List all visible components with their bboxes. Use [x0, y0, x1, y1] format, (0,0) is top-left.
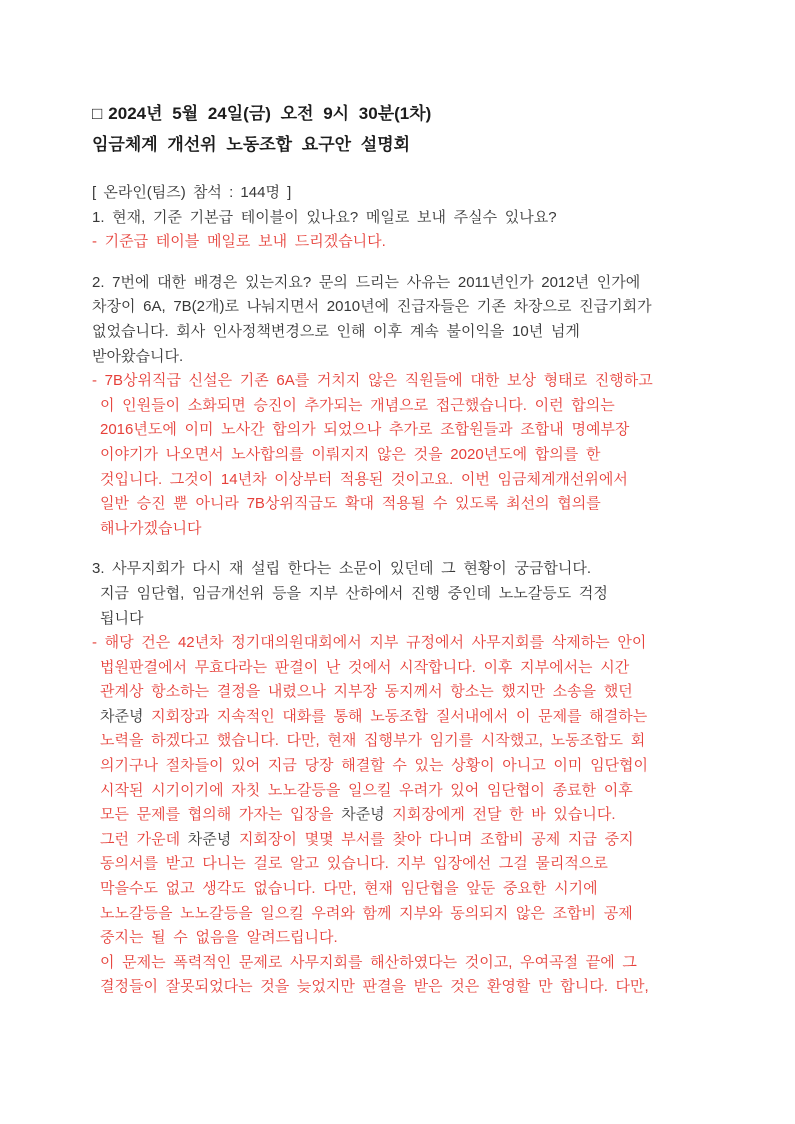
paragraph-answer-1 — [92, 230, 710, 255]
document-title-line-2 — [92, 129, 710, 160]
text-run-black: 차준녕 — [187, 830, 232, 848]
paragraph-question-2 — [92, 271, 710, 369]
text-line — [92, 345, 710, 370]
text-run-red: 관계상 항소하는 결정을 내렸으나 지부장 동지께서 항소는 했지만 소송을 했던 — [100, 683, 633, 701]
text-run-red: 의기구나 절차들이 있어 지금 당장 해결할 수 있는 상황이 아니고 이미 임단협이 — [100, 757, 649, 775]
text-run-black: 됩니다 — [100, 609, 144, 627]
text-line — [92, 468, 710, 493]
paragraph-question-1 — [92, 206, 710, 231]
text-line — [92, 902, 710, 927]
text-line — [92, 582, 710, 607]
text-line — [92, 852, 710, 877]
text-line — [92, 206, 710, 231]
text-run-red: 노력을 하겠다고 했습니다. 다만, 현재 집행부가 임기를 시작했고, 노동조합도 회 — [100, 732, 646, 750]
text-run-red: 것입니다. 그것이 14년차 이상부터 적용된 것이고요. 이번 임금체계개선위에서 — [100, 470, 628, 488]
text-run-red: - 해당 건은 42년차 정기대의원대회에서 지부 규정에서 사무지회를 삭제하는 안이 — [92, 634, 647, 652]
text-line — [92, 320, 710, 345]
text-run-red: 시작된 시기이기에 자칫 노노갈등을 일으킬 우려가 있어 임단협이 종료한 이후 — [100, 781, 633, 799]
text-line — [92, 369, 710, 394]
text-line — [92, 975, 710, 1000]
paragraph-question-3 — [92, 557, 710, 631]
text-line — [92, 557, 710, 582]
text-run-red: 중지는 될 수 없음을 알려드립니다. — [100, 929, 338, 947]
title-date-text: 2024년 5월 24일(금) 오전 9시 30분(1차) — [108, 104, 432, 123]
text-run-red: 이 문제는 폭력적인 문제로 사무지회를 해산하였다는 것이고, 우여곡절 끝에 그 — [100, 953, 637, 971]
text-line — [92, 877, 710, 902]
text-run-red: 결정들이 잘못되었다는 것을 늦었지만 판결을 받은 것은 환영할 만 합니다. 다만, — [100, 978, 649, 996]
text-line — [92, 803, 710, 828]
text-line — [92, 951, 710, 976]
text-line — [92, 828, 710, 853]
text-run-black: 차준녕 — [341, 806, 385, 824]
text-line — [92, 517, 710, 542]
text-run-red: 2016년도에 이미 노사간 합의가 되었으나 추가로 조합원들과 조합내 명예부장 — [100, 421, 630, 439]
text-line — [92, 729, 710, 754]
text-run-red: 모든 문제를 협의해 가자는 입장을 — [100, 806, 342, 824]
document-title-line-1 — [92, 98, 710, 129]
text-run-red: 노노갈등을 노노갈등을 일으킬 우려와 함께 지부와 동의되지 않은 조합비 공제 — [100, 904, 633, 922]
text-line — [92, 394, 710, 419]
text-line — [92, 443, 710, 468]
text-run-red: 지회장과 지속적인 대화를 통해 노동조합 질서내에서 이 문제를 해결하는 — [143, 707, 648, 725]
text-run-black: 없었습니다. 회사 인사정책변경으로 인해 이후 계속 불이익을 10년 넘게 — [92, 322, 580, 340]
text-line — [92, 230, 710, 255]
text-run-red: 법원판결에서 무효다라는 판결이 난 것에서 시작합니다. 이후 지부에서는 시간 — [100, 658, 630, 676]
text-run-red: 막을수도 없고 생각도 없습니다. 다만, 현재 임단협을 앞둔 중요한 시기에 — [100, 880, 598, 898]
text-run-red: - 기준급 테이블 메일로 보내 드리겠습니다. — [92, 233, 386, 251]
text-line — [92, 705, 710, 730]
text-run-black: 1. 현재, 기준 기본급 테이블이 있나요? 메일로 보내 주실수 있나요? — [92, 208, 557, 226]
paragraph-answer-3 — [92, 631, 710, 1000]
text-run-red: 지회장에게 전달 한 바 있습니다. — [384, 806, 616, 824]
document-body — [92, 206, 710, 1000]
attendance-line: [ 온라인(팀즈) 참석 : 144명 ] — [92, 184, 292, 201]
text-run-red: 해나가겠습니다 — [100, 519, 202, 537]
text-run-black: 차준녕 — [100, 707, 144, 725]
text-run-red: - 7B상위직급 신설은 기존 6A를 거치지 않은 직원들에 대한 보상 형태로 진행하고 — [92, 372, 653, 390]
text-run-red: 그런 가운데 — [100, 830, 188, 848]
text-line — [92, 779, 710, 804]
text-line — [92, 295, 710, 320]
text-run-black: 3. 사무지회가 다시 재 설립 한다는 소문이 있던데 그 현황이 궁금합니다. — [92, 560, 592, 578]
text-run-red: 지회장이 몇몇 부서를 찾아 다니며 조합비 공제 지급 중지 — [231, 830, 634, 848]
text-run-red: 이야기가 나오면서 노사합의를 이뤄지지 않은 것을 2020년도에 합의를 한 — [100, 445, 601, 463]
text-line — [92, 607, 710, 632]
text-run-red: 일반 승진 뿐 아니라 7B상위직급도 확대 적용될 수 있도록 최선의 협의를 — [100, 495, 601, 513]
paragraph-answer-2 — [92, 369, 710, 541]
text-run-black: 지금 임단협, 임금개선위 등을 지부 산하에서 진행 중인데 노노갈등도 걱정 — [100, 584, 608, 602]
text-line — [92, 680, 710, 705]
text-line — [92, 418, 710, 443]
text-line — [92, 631, 710, 656]
text-line — [92, 271, 710, 296]
text-run-red: 이 인원들이 소화되면 승진이 추가되는 개념으로 접근했습니다. 이런 합의는 — [100, 396, 615, 414]
text-line — [92, 926, 710, 951]
title-subject-text: 임금체계 개선위 노동조합 요구안 설명회 — [92, 135, 411, 154]
text-run-black: 차장이 6A, 7B(2개)로 나눠지면서 2010년에 진급자들은 기존 차장으로 진급기회가 — [92, 298, 652, 316]
text-line — [92, 656, 710, 681]
text-run-black: 2. 7번에 대한 배경은 있는지요? 문의 드리는 사유는 2011년인가 2012년 인가에 — [92, 273, 641, 291]
document-content — [92, 98, 710, 1000]
checkbox-icon: □ — [92, 104, 103, 123]
text-line — [92, 754, 710, 779]
text-run-red: 동의서를 받고 다니는 걸로 알고 있습니다. 지부 입장에선 그걸 물리적으로 — [100, 855, 608, 873]
text-line — [92, 492, 710, 517]
text-run-black: 받아왔습니다. — [92, 347, 184, 365]
